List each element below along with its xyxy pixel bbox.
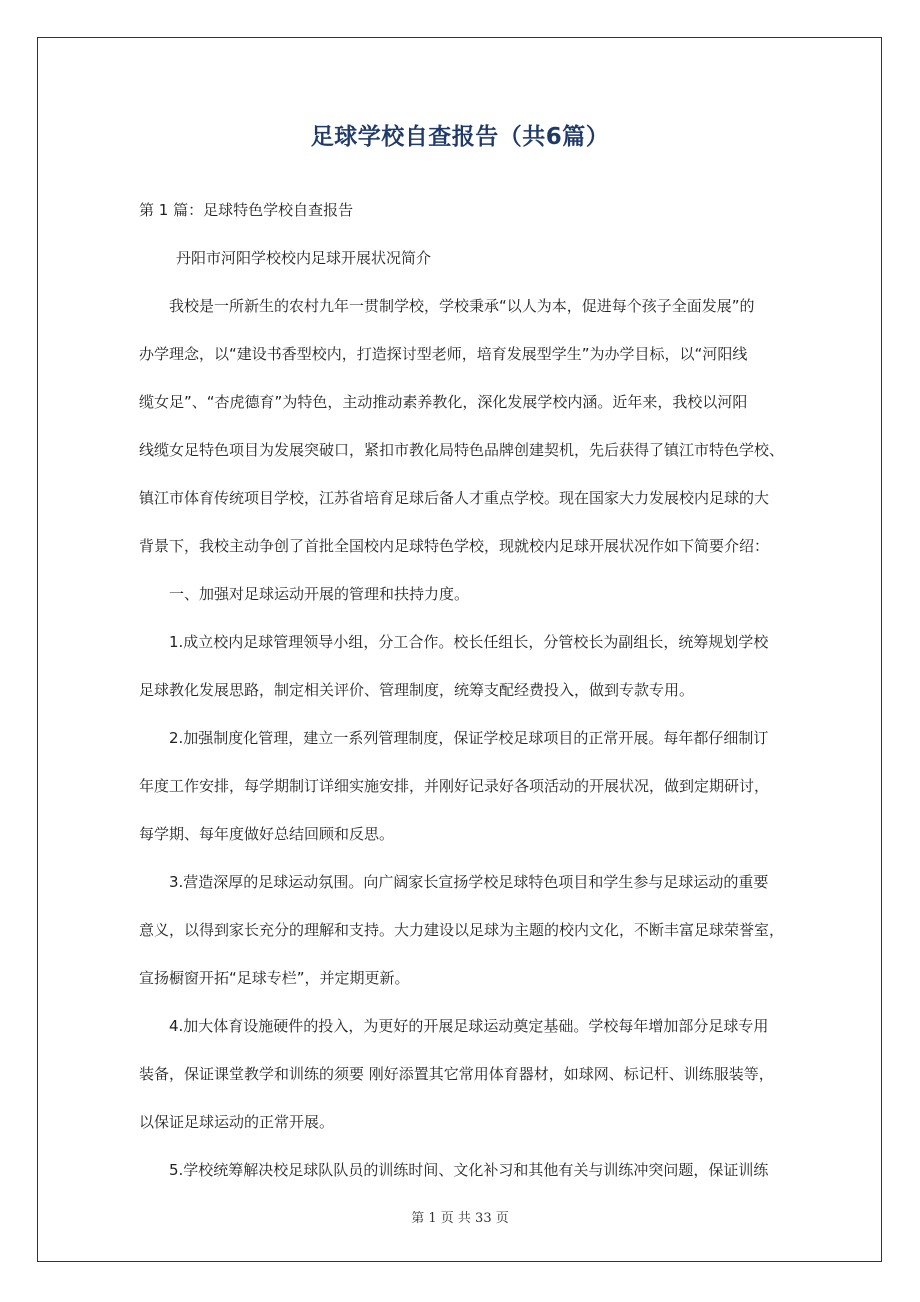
body-line: 以保证足球运动的正常开展。 <box>139 1113 335 1131</box>
body-line: 意义，以得到家长充分的理解和支持。大力建设以足球为主题的校内文化，不断丰富足球荣誉室， <box>139 921 785 939</box>
body-line: 每学期、每年度做好总结回顾和反思。 <box>139 825 395 843</box>
body-line: 我校是一所新生的农村九年一贯制学校，学校秉承“以人为本，促进每个孩子全面发展”的 <box>169 297 755 315</box>
subtitle: 丹阳市河阳学校校内足球开展状况简介 <box>176 249 432 267</box>
body-line: 装备，保证课堂教学和训练的须要 刚好添置其它常用体育器材，如球网、标记杆、训练服装等， <box>139 1065 774 1083</box>
body-line: 镇江市体育传统项目学校，江苏省培育足球后备人才重点学校。现在国家大力发展校内足球的大 <box>139 489 770 507</box>
body-line: 背景下，我校主动争创了首批全国校内足球特色学校，现就校内足球开展状况作如下简要介绍： <box>139 537 770 555</box>
body-line: 一、加强对足球运动开展的管理和扶持力度。 <box>169 585 470 603</box>
body-line: 4.加大体育设施硬件的投入，为更好的开展足球运动奠定基础。学校每年增加部分足球专用 <box>169 1017 769 1035</box>
body-line: 1.成立校内足球管理领导小组，分工合作。校长任组长，分管校长为副组长，统筹规划学校 <box>169 633 769 651</box>
document-title: 足球学校自查报告（共6篇） <box>310 124 610 150</box>
body-line: 3.营造深厚的足球运动氛围。向广阔家长宣扬学校足球特色项目和学生参与足球运动的重要 <box>169 873 769 891</box>
body-line: 2.加强制度化管理，建立一系列管理制度，保证学校足球项目的正常开展。每年都仔细制订 <box>169 729 769 747</box>
body-line: 5.学校统筹解决校足球队队员的训练时间、文化补习和其他有关与训练冲突问题，保证训练 <box>169 1161 769 1179</box>
body-line: 足球教化发展思路，制定相关评价、管理制度，统筹支配经费投入，做到专款专用。 <box>139 681 695 699</box>
page-footer: 第 1 页 共 33 页 <box>411 1211 509 1226</box>
body-line: 缆女足”、“杏虎德育”为特色，主动推动素养教化，深化发展学校内涵。近年来，我校以河阳 <box>139 393 748 411</box>
body-line: 线缆女足特色项目为发展突破口，紧扣市教化局特色品牌创建契机，先后获得了镇江市特色学校、 <box>139 441 785 459</box>
body-line: 宣扬橱窗开拓“足球专栏”，并定期更新。 <box>139 969 410 987</box>
body-line: 年度工作安排，每学期制订详细实施安排，并刚好记录好各项活动的开展状况，做到定期研讨， <box>139 777 770 795</box>
section-heading: 第 1 篇：足球特色学校自查报告 <box>139 201 354 219</box>
body-line: 办学理念，以“建设书香型校内，打造探讨型老师，培育发展型学生”为办学目标，以“河阳线 <box>139 345 748 363</box>
